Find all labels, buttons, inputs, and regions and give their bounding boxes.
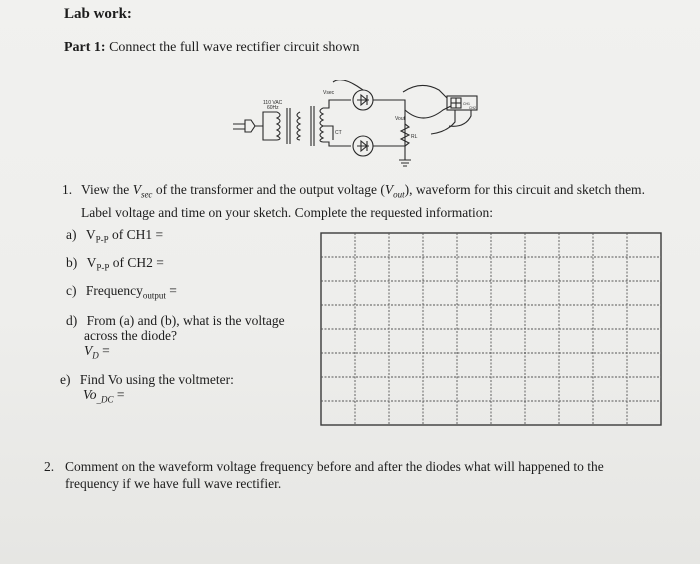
part1-heading <box>64 40 359 56</box>
q1-vout-subscript: out <box>393 189 405 200</box>
item-b <box>66 255 164 276</box>
vd-equals: = <box>98 343 110 358</box>
rl-label: RL <box>411 134 418 140</box>
secondary-coil-1 <box>297 112 300 140</box>
source-label-2: 60Hz <box>267 105 279 111</box>
item-d-line-3 <box>84 343 110 364</box>
secondary-coil-2 <box>320 108 323 142</box>
item-d-line-1: From (a) and (b), what is the voltage <box>86 313 285 328</box>
question-1-number: 1. <box>62 182 73 197</box>
scope-ch1-label: CH1 <box>463 102 471 106</box>
item-d-label: d) <box>66 313 78 328</box>
item-c-label: c) <box>66 283 77 298</box>
question-1-text <box>81 181 671 221</box>
vo-symbol: Vo <box>83 387 97 402</box>
item-b-subscript: P-P <box>96 262 110 273</box>
item-e <box>60 372 234 388</box>
question-2-number: 2. <box>44 459 55 474</box>
item-a-subscript: P-P <box>95 234 109 245</box>
plug-body <box>245 120 255 132</box>
item-d-line-2: across the diode? <box>84 328 177 343</box>
item-c-rest: = <box>165 283 177 298</box>
q1-vsec-symbol: V <box>132 182 141 197</box>
lab-title: Lab work: <box>64 6 132 22</box>
q1-vsec-subscript: sec <box>140 189 153 200</box>
q1-line-2: Label voltage and time on your sketch. Complete the requested information: <box>81 204 494 220</box>
ground-symbol <box>399 146 411 166</box>
source-label-1: 110 VAC <box>263 100 283 106</box>
primary-coil <box>277 112 280 140</box>
part1-label: Part 1: <box>64 40 106 55</box>
item-a-text: V <box>85 227 96 242</box>
vd-subscript: D <box>92 350 99 361</box>
q1-text-part: ), waveform for this circuit and sketch them. <box>404 182 645 197</box>
vo-equals: = <box>113 387 125 402</box>
vout-label: Vout <box>395 116 406 122</box>
question-2-text <box>65 458 675 492</box>
vd-symbol: V <box>84 343 93 358</box>
q1-text-part: View the <box>81 182 133 197</box>
item-b-label: b) <box>66 255 78 270</box>
vsec-label: Vsec <box>323 90 335 96</box>
circuit-schematic <box>225 80 485 180</box>
item-c <box>66 283 177 304</box>
q2-line-1: Comment on the waveform voltage frequency before and after the diodes what will happened to the <box>65 459 604 474</box>
plug-prongs <box>233 124 245 129</box>
sketch-grid-svg[interactable] <box>319 231 663 427</box>
q1-text-part: of the transformer and the output voltage ( <box>152 182 385 197</box>
item-b-text: V <box>86 255 97 270</box>
item-c-subscript: output <box>142 290 166 301</box>
item-d <box>66 313 285 329</box>
item-e-line-1: Find Vo using the voltmeter: <box>79 372 234 387</box>
item-c-text: Frequency <box>85 283 143 298</box>
q2-line-2: frequency if we have full wave rectifier. <box>65 476 282 491</box>
item-a-label: a) <box>66 227 77 242</box>
item-b-rest: of CH2 = <box>109 255 164 270</box>
item-a-rest: of CH1 = <box>108 227 164 242</box>
scope-ch2-label: CH2 <box>469 106 477 110</box>
item-e-line-2 <box>83 387 125 408</box>
part1-text: Connect the full wave rectifier circuit shown <box>109 40 360 55</box>
q1-vout-symbol: V <box>384 182 394 197</box>
circuit-diagram <box>225 80 485 185</box>
vo-subscript: _DC <box>96 394 114 405</box>
ct-label: CT <box>335 130 342 136</box>
item-a <box>66 227 163 248</box>
item-e-label: e) <box>60 372 71 387</box>
sketch-grid[interactable] <box>319 231 663 432</box>
